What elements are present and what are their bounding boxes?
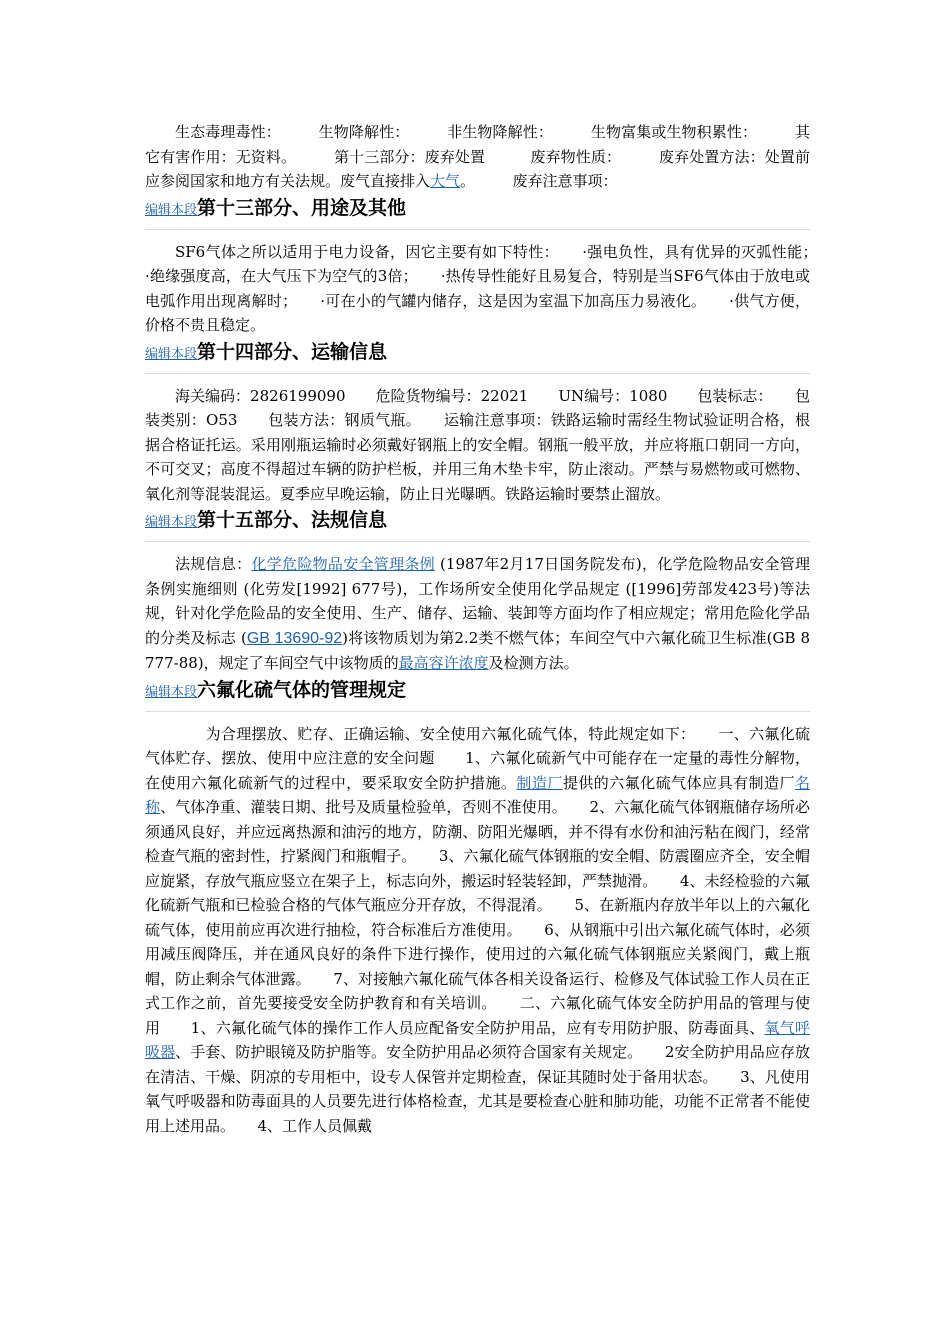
text-run: 、手套、防护眼镜及防护脂等。安全防护用品必须符合国家有关规定。 2安全防护用品应存放在清洁、干燥、阴凉的专用柜中，设专人保管并定期检查，保证其随时处于备用状态。 3、凡使用氧气呼吸器和防毒面具的人员要先进行体格检查，尤其是要检查心脏和肺功能，功能不正常者不能使用上述用品。 4、工作人员佩戴 bbox=[145, 1043, 810, 1135]
edit-section-link[interactable]: 编辑本段 bbox=[145, 684, 198, 700]
link-regulation[interactable]: 化学危险物品安全管理条例 bbox=[251, 555, 435, 573]
heading-section-14 bbox=[145, 338, 810, 374]
link-max-concentration[interactable]: 最高容许浓度 bbox=[398, 654, 489, 672]
section-14-body: 海关编码：2826199090 危险货物编号：22021 UN编号：1080 包装标志： 包装类别：O53 包装方法：钢质气瓶。 运输注意事项：铁路运输时需经生物试验证明合格，根据合格证托运。采用刚瓶运输时必须戴好钢瓶上的安全帽。钢瓶一般平放，并应将瓶口朝同一方向，不可交叉；高度不得超过车辆的防护栏板，并用三角木垫卡牢，防止滚动。严禁与易燃物或可燃物、氧化剂等混装混运。夏季应早晚运输，防止日光曝晒。铁路运输时要禁止溜放。 bbox=[145, 386, 810, 503]
intro-tail: 。 废弃注意事项： bbox=[460, 172, 618, 190]
link-oxygen-respirator[interactable]: 氧气呼吸器 bbox=[145, 1018, 810, 1061]
text-run: 为合理摆放、贮存、正确运输、安全使用六氟化硫气体，特此规定如下： 一、六氟化硫气体贮存、摆放、使用中应注意的安全问题 1、六氟化硫新气中可能存在一定量的毒性分解物，在使用六氟化硫新气的过程中，要采取安全防护措施。 bbox=[145, 724, 810, 792]
text-run: 提供的六氟化硫气体应具有制造厂 bbox=[562, 773, 795, 792]
section-15-body bbox=[145, 552, 810, 676]
text-run: 法规信息： bbox=[175, 555, 252, 573]
section-16-body bbox=[145, 722, 810, 1139]
intro-paragraph bbox=[145, 120, 810, 194]
heading-section-15 bbox=[145, 506, 810, 542]
link-manufacturer[interactable]: 制造厂 bbox=[516, 773, 563, 792]
section-title: 第十三部分、用途及其他 bbox=[197, 196, 407, 219]
heading-section-13 bbox=[145, 194, 810, 230]
text-run: 、气体净重、灌装日期、批号及质量检验单，否则不准使用。 2、六氟化硫气体钢瓶储存场所必须通风良好，并应远离热源和油污的地方，防潮、防阳光爆晒，并不得有水份和油污粘在阀门，经常检查气瓶的密封性，拧紧阀门和瓶帽子。 3、六氟化硫气体钢瓶的安全帽、防震圈应齐全，安全帽应旋紧，存放气瓶应竖立在架子上，标志向外，搬运时轻装轻卸，严禁抛滑。 4、未经检验的六氟化硫新气瓶和已检验合格的气体气瓶应分开存放，不得混淆。 5、在新瓶内存放半年以上的六氟化硫气体，使用前应再次进行抽检，符合标准后方准使用。 6、从钢瓶中引出六氟化硫气体时，必须用减压阀降压，并在通风良好的条件下进行操作，使用过的六氟化硫气体钢瓶应关紧阀门，戴上瓶帽，防止剩余气体泄露。 7、对接触六氟化硫气体各相关设备运行、检修及气体试验工作人员在正式工作之前，首先要接受安全防护教育和有关培训。 二、六氟化硫气体安全防护用品的管理与使用 1、六氟化硫气体的操作工作人员应配备安全防护用品，应有专用防护服、防毒面具、 bbox=[145, 798, 810, 1037]
section-title: 第十五部分、法规信息 bbox=[197, 509, 388, 531]
text-run: 及检测方法。 bbox=[488, 654, 579, 672]
text-run: )将该物质划为第2.2类不燃气体；车间空气中六氟化硫卫生标准(GB 8777-88)，规定了车间空气中该物质的 bbox=[145, 628, 810, 672]
section-title: 六氟化硫气体的管理规定 bbox=[197, 678, 407, 701]
edit-section-link[interactable]: 编辑本段 bbox=[145, 515, 198, 530]
edit-section-link[interactable]: 编辑本段 bbox=[145, 346, 198, 362]
text-run: (1987年2月17日国务院发布)，化学危险物品安全管理条例实施细则 (化劳发[1992] 677号)，工作场所安全使用化学品规定 ([1996]劳部发423号)等法规，针对化学危险品的安全使用、生产、储存、运输、装卸等方面均作了相应规定；常用危险化学品的分类及标志 ( bbox=[145, 555, 810, 647]
heading-section-16 bbox=[145, 676, 810, 712]
section-13-body: SF6气体之所以适用于电力设备，因它主要有如下特性： ·强电负性，具有优异的灭弧性能； ·绝缘强度高，在大气压下为空气的3倍； ·热传导性能好且易复合，特别是当SF6气体由于放电或电弧作用出现离解时； ·可在小的气罐内储存，这是因为室温下加高压力易液化。 ·供气方便，价格不贵且稳定。 bbox=[145, 242, 841, 334]
link-atmosphere[interactable]: 大气 bbox=[430, 172, 461, 190]
document-page bbox=[145, 120, 841, 1138]
link-gb-standard[interactable]: GB 13690-92 bbox=[246, 629, 343, 647]
intro-text: 生态毒理毒性： 生物降解性： 非生物降解性： 生物富集或生物积累性： 其它有害作用：无资料。 第十三部分：废弃处置 废弃物性质： 废弃处置方法：处置前应参阅国家和地方有关法规。废气直接排入 bbox=[145, 123, 810, 190]
edit-section-link[interactable]: 编辑本段 bbox=[145, 202, 198, 218]
link-name[interactable]: 名称 bbox=[145, 773, 810, 816]
section-title: 第十四部分、运输信息 bbox=[197, 340, 388, 363]
